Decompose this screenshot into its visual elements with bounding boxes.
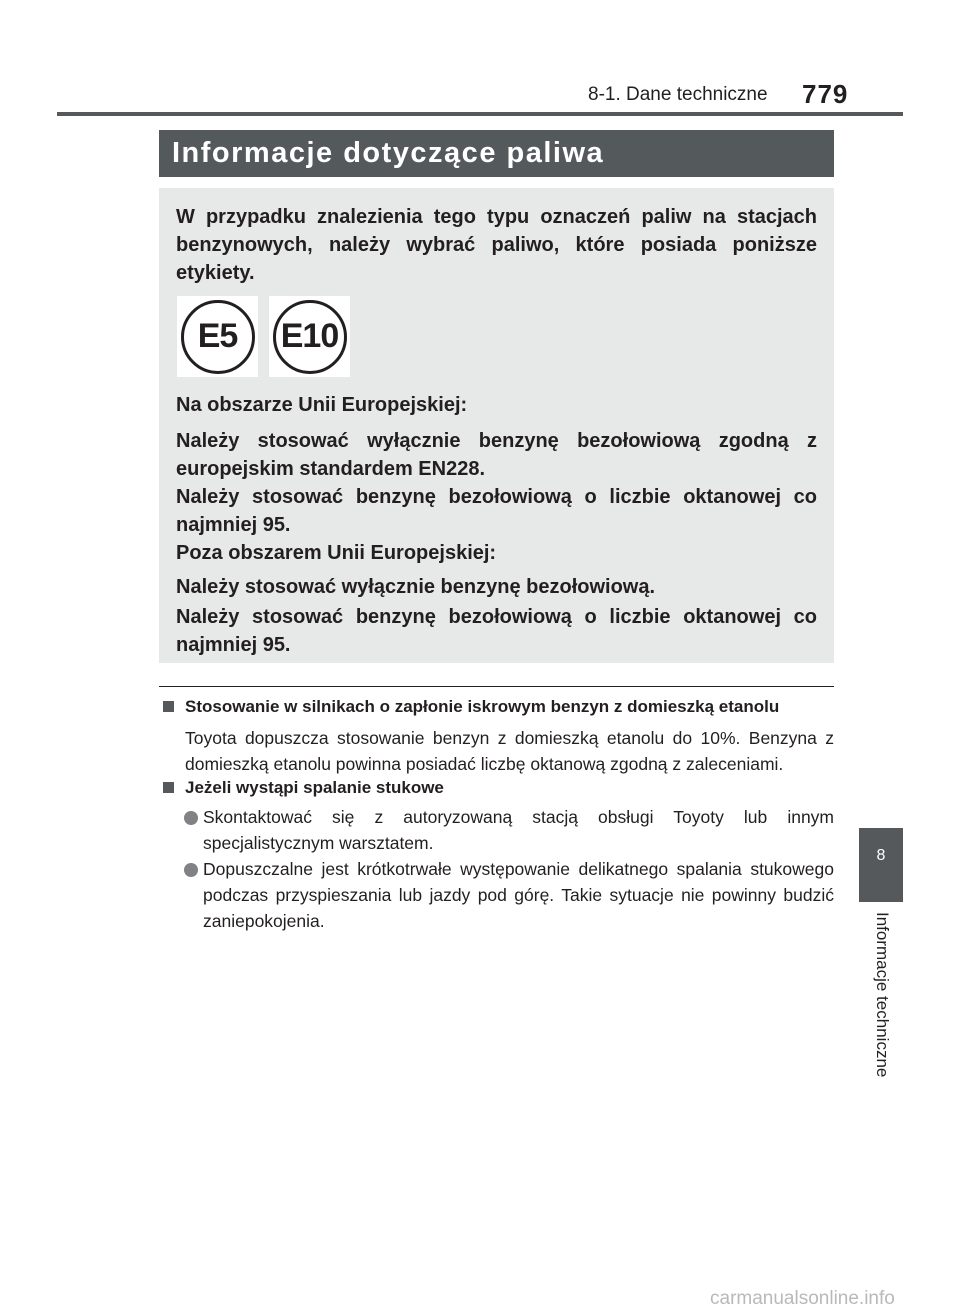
- page-title: Informacje dotyczące paliwa: [172, 137, 605, 169]
- chapter-tab: [859, 828, 903, 902]
- non-eu-line-1: Należy stosować wyłącznie benzynę bezołowiową.: [176, 576, 656, 598]
- chapter-number: 8: [876, 847, 886, 864]
- watermark: carmanualsonline.info: [710, 1288, 895, 1309]
- page-title-bar: [159, 130, 834, 177]
- knocking-bullet-1: Skontaktować się z autoryzowaną stacją obsługi Toyoty lub innym specjalistycznym warsztatem.: [203, 807, 834, 853]
- round-bullet-icon: [184, 863, 198, 877]
- header-divider: [57, 112, 903, 116]
- square-bullet-icon: [163, 701, 174, 712]
- non-eu-line-2: Należy stosować benzynę bezołowiową o liczbie oktanowej co najmniej 95.: [176, 606, 817, 656]
- round-bullet-icon: [184, 811, 198, 825]
- ethanol-section-title: Stosowanie w silnikach o zapłonie iskrowym benzyn z domieszką etanolu: [185, 697, 780, 716]
- eu-line-1: Należy stosować wyłącznie benzynę bezołowiową zgodną z europejskim standardem EN228.: [176, 430, 817, 480]
- e5-label-text: E5: [197, 317, 238, 355]
- fuel-info-box: [159, 188, 834, 663]
- knocking-section-title: Jeżeli wystąpi spalanie stukowe: [185, 778, 444, 797]
- knocking-bullet-2: Dopuszczalne jest krótkotrwałe występowanie delikatnego spalania stukowego podczas przyspieszania lub jazdy pod górę. Takie sytuacje nie powinny budzić zaniepokojenia.: [203, 859, 834, 931]
- eu-heading: Na obszarze Unii Europejskiej:: [176, 394, 468, 416]
- eu-line-2: Należy stosować benzynę bezołowiową o liczbie oktanowej co najmniej 95.: [176, 486, 817, 536]
- e5-label-icon: [177, 296, 258, 377]
- page-number: 779: [802, 79, 849, 109]
- section-divider: [159, 686, 834, 687]
- e10-label-icon: [269, 296, 350, 377]
- chapter-label: Informacje techniczne: [873, 912, 892, 1078]
- square-bullet-icon: [163, 782, 174, 793]
- section-title: 8-1. Dane techniczne: [588, 84, 768, 105]
- ethanol-section-text: Toyota dopuszcza stosowanie benzyn z domieszką etanolu do 10%. Benzyna z domieszką etanolu powinna posiadać liczbę oktanową zgodną z zaleceniami.: [185, 728, 834, 774]
- non-eu-heading: Poza obszarem Unii Europejskiej:: [176, 542, 497, 564]
- e10-label-text: E10: [280, 317, 339, 355]
- info-intro: W przypadku znalezienia tego typu oznaczeń paliw na stacjach benzynowych, należy wybrać paliwo, które posiada poniższe etykiety.: [176, 206, 817, 284]
